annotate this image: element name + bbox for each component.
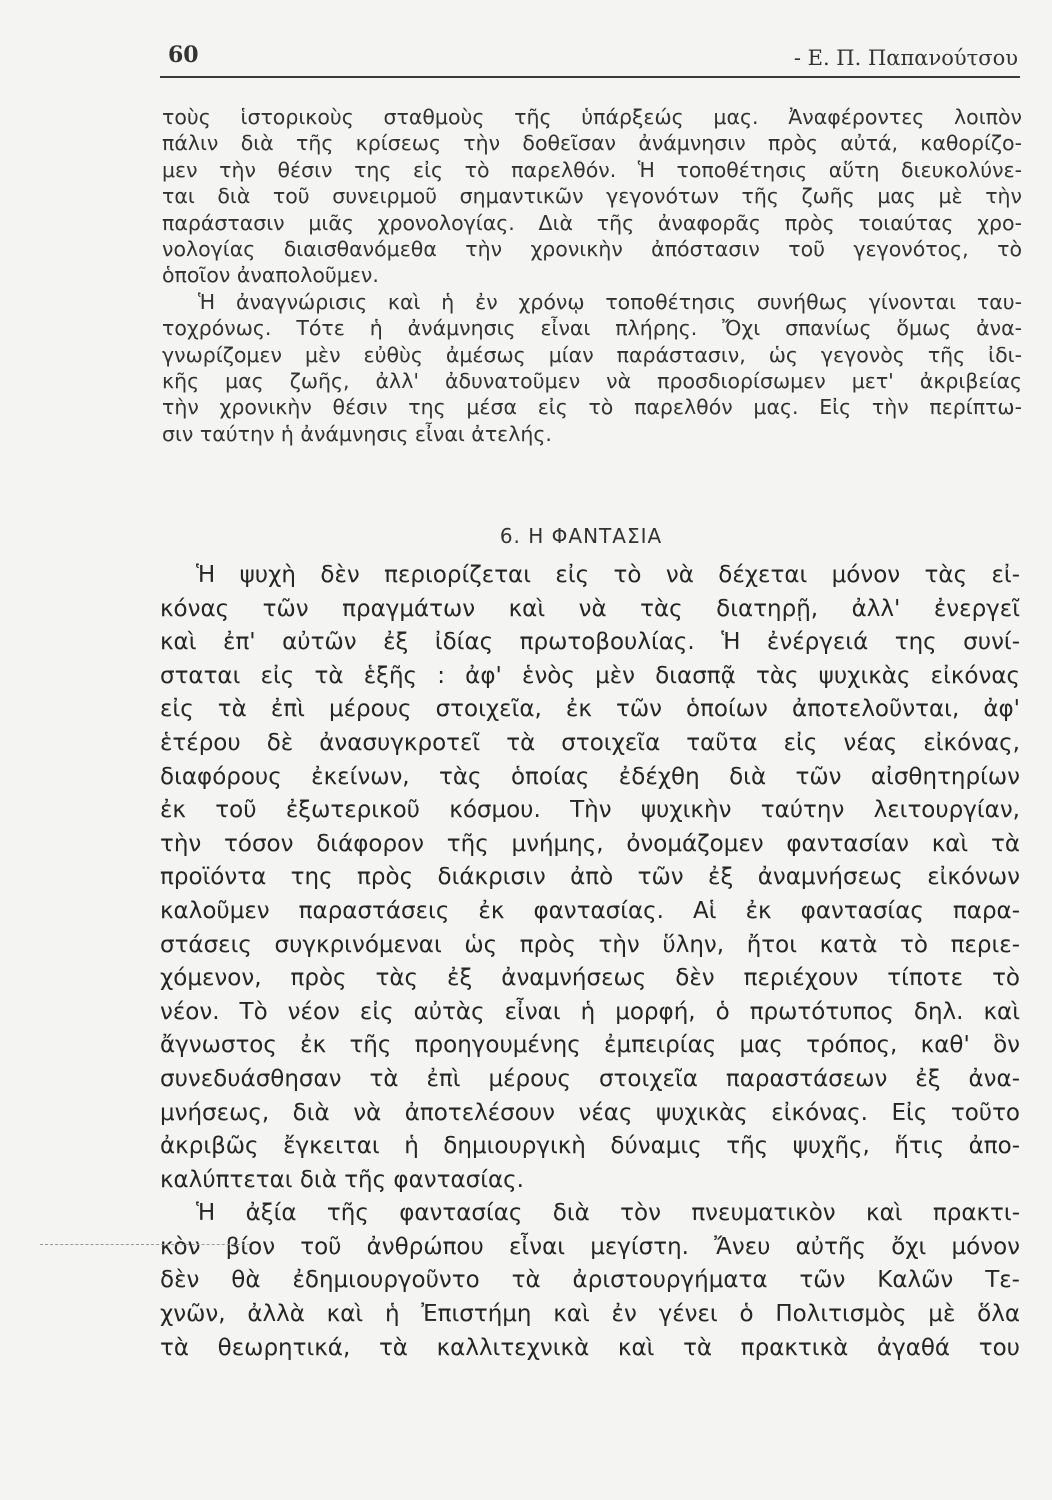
text-line: Ἡ ψυχὴ δὲν περιορίζεται εἰς τὸ νὰ δέχεται μόνον τὰς εἰ- — [196, 562, 1020, 588]
text-line: καλύπτεται διὰ τῆς φαντασίας. — [160, 1166, 524, 1193]
text-line: κόνας τῶν πραγμάτων καὶ νὰ τὰς διατηρῇ, ἀλλ' ἐνεργεῖ — [160, 595, 1020, 622]
text-line: ἀκριβῶς ἔγκειται ἡ δημιουργικὴ δύναμις τῆς ψυχῆς, ἥτις ἀπο- — [160, 1133, 1020, 1160]
section-heading-text: 6. Η ΦΑΝΤΑΣΙΑ — [499, 524, 663, 548]
section-heading — [0, 524, 1052, 548]
text-line: ται διὰ τοῦ συνειρμοῦ σημαντικῶν γεγονότων τῆς ζωῆς μας μὲ τὴν — [162, 184, 1022, 209]
margin-dashed-mark — [40, 1244, 250, 1245]
text-line: χόμενον, πρὸς τὰς ἐξ ἀναμνήσεως δὲν περιέχουν τίποτε τὸ — [160, 965, 1020, 992]
text-line: ὁποῖον ἀναπολοῦμεν. — [162, 263, 379, 288]
text-line: ἑτέρου δὲ ἀνασυγκροτεῖ τὰ στοιχεῖα ταῦτα εἰς νέας εἰκόνας, — [160, 729, 1020, 756]
page-number: 60 — [168, 42, 199, 68]
page-header — [160, 42, 1020, 78]
text-line: τοὺς ἱστορικοὺς σταθμοὺς τῆς ὑπάρξεώς μας. Ἀναφέροντες λοιπὸν — [162, 105, 1022, 129]
text-line: διαφόρους ἐκείνων, τὰς ὁποίας ἐδέχθη διὰ τῶν αἰσθητηρίων — [160, 763, 1020, 790]
text-line: τὰ θεωρητικά, τὰ καλλιτεχνικὰ καὶ τὰ πρακτικὰ ἀγαθά του — [160, 1334, 1020, 1361]
text-line: μνήσεως, διὰ νὰ ἀποτελέσουν νέας ψυχικὰς εἰκόνας. Εἰς τοῦτο — [160, 1099, 1020, 1126]
text-line: ἐκ τοῦ ἐξωτερικοῦ κόσμου. Τὴν ψυχικὴν ταύτην λειτουργίαν, — [160, 797, 1020, 824]
text-line: εἰς τὰ ἐπὶ μέρους στοιχεῖα, ἐκ τῶν ὁποίων ἀποτελοῦνται, ἀφ' — [160, 696, 1020, 723]
text-line: καὶ ἐπ' αὐτῶν ἐξ ἰδίας πρωτοβουλίας. Ἡ ἐνέργειά της συνί- — [160, 629, 1020, 656]
text-line: σιν ταύτην ἡ ἀνάμνησις εἶναι ἀτελής. — [162, 421, 552, 446]
text-line: χνῶν, ἀλλὰ καὶ ἡ Ἐπιστήμη καὶ ἐν γένει ὁ Πολιτισμὸς μὲ ὅλα — [160, 1301, 1020, 1328]
text-line: πάλιν διὰ τῆς κρίσεως τὴν δοθεῖσαν ἀνάμνησιν πρὸς αὐτά, καθορίζο- — [162, 131, 1022, 156]
text-line: δὲν θὰ ἐδημιουργοῦντο τὰ ἀριστουργήματα τῶν Καλῶν Τε- — [160, 1267, 1020, 1294]
running-head: - Ε. Π. Παπανούτσου — [793, 46, 1018, 70]
text-line: νολογίας διαισθανόμεθα τὴν χρονικὴν ἀπόστασιν τοῦ γεγονότος, τὸ — [162, 237, 1022, 262]
text-line: Ἡ ἀναγνώρισις καὶ ἡ ἐν χρόνῳ τοποθέτησις συνήθως γίνονται ταυ- — [198, 289, 1022, 314]
text-line: τὴν χρονικὴν θέσιν της μέσα εἰς τὸ παρελθόν μας. Εἰς τὴν περίπτω- — [162, 395, 1022, 420]
text-line: παράστασιν μιᾶς χρονολογίας. Διὰ τῆς ἀναφορᾶς πρὸς τοιαύτας χρο- — [162, 210, 1022, 235]
text-line: καλοῦμεν παραστάσεις ἐκ φαντασίας. Αἱ ἐκ φαντασίας παρα- — [160, 897, 1020, 924]
text-line: στάσεις συγκρινόμεναι ὡς πρὸς τὴν ὕλην, ἤτοι κατὰ τὸ περιε- — [160, 931, 1020, 958]
imagination-text-block — [160, 559, 1020, 1365]
text-line: τὴν τόσον διάφορον τῆς μνήμης, ὀνομάζομεν φαντασίαν καὶ τὰ — [160, 830, 1020, 857]
text-line: γνωρίζομεν μὲν εὐθὺς ἀμέσως μίαν παράστασιν, ὡς γεγονὸς τῆς ἰδι- — [162, 342, 1022, 367]
text-line: συνεδυάσθησαν τὰ ἐπὶ μέρους στοιχεῖα παραστάσεων ἐξ ἀνα- — [160, 1065, 1020, 1092]
text-line: τοχρόνως. Τότε ἡ ἀνάμνησις εἶναι πλήρης. Ὄχι σπανίως ὅμως ἀνα- — [162, 316, 1022, 341]
text-line: Ἡ ἀξία τῆς φαντασίας διὰ τὸν πνευματικὸν καὶ πρακτι- — [196, 1200, 1020, 1227]
text-line: μεν τὴν θέσιν της εἰς τὸ παρελθόν. Ἡ τοποθέτησις αὕτη διευκολύνε- — [162, 157, 1022, 182]
text-line: κὸν βίον τοῦ ἀνθρώπου εἶναι μεγίστη. Ἄνευ αὐτῆς ὄχι μόνον — [160, 1233, 1020, 1260]
text-line: σταται εἰς τὰ ἑξῆς : ἀφ' ἑνὸς μὲν διασπᾷ τὰς ψυχικὰς εἰκόνας — [160, 662, 1020, 689]
text-line: κῆς μας ζωῆς, ἀλλ' ἀδυνατοῦμεν νὰ προσδιορίσωμεν μετ' ἀκριβείας — [162, 369, 1022, 394]
text-line: ἄγνωστος ἐκ τῆς προηγουμένης ἐμπειρίας μας τρόπος, καθ' ὃν — [160, 1032, 1020, 1059]
text-line: νέον. Τὸ νέον εἰς αὐτὰς εἶναι ἡ μορφή, ὁ πρωτότυπος δηλ. καὶ — [160, 998, 1020, 1025]
text-line: προϊόντα της πρὸς διάκρισιν ἀπὸ τῶν ἐξ ἀναμνήσεως εἰκόνων — [160, 864, 1020, 891]
memory-text-block — [162, 104, 1022, 447]
